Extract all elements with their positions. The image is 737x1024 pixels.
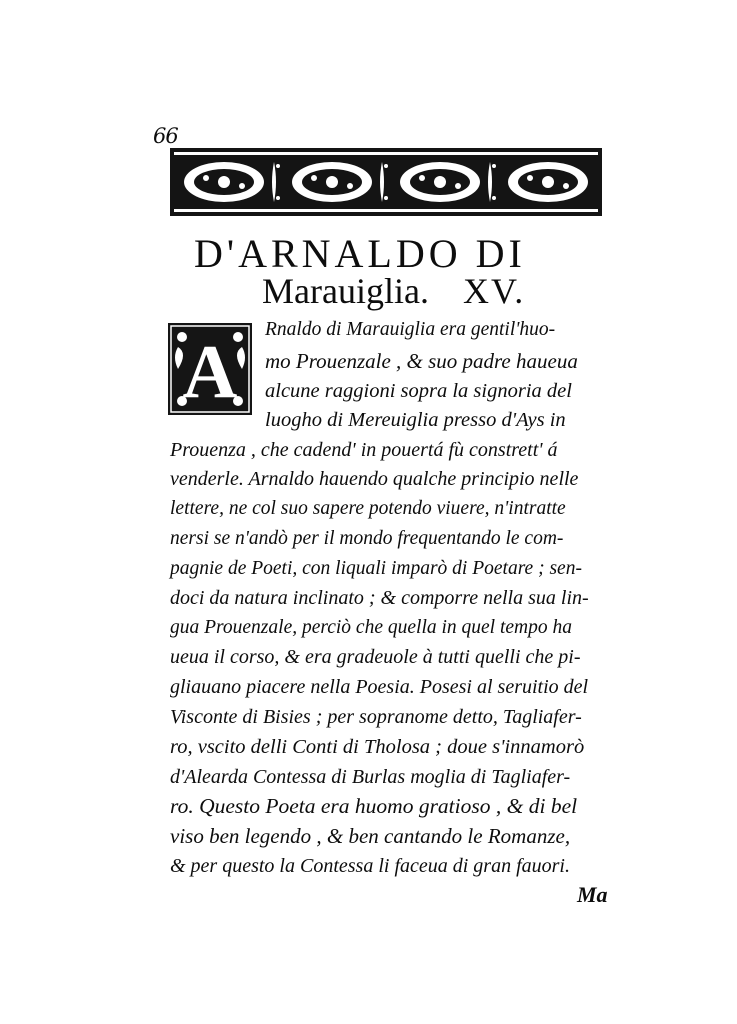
- text-line: doci da natura inclinato ; & comporre nella sua lin-: [170, 587, 589, 609]
- text-line: d'Alearda Contessa di Burlas moglia di Tagliafer-: [170, 766, 571, 788]
- text-line: Prouenza , che cadend' in pouertá fù constrett' á: [170, 439, 558, 461]
- text-line: ro, vscito delli Conti di Tholosa ; doue s'innamorò: [170, 736, 585, 758]
- text-line: venderle. Arnaldo hauendo qualche principio nelle: [170, 468, 579, 490]
- text-line: gua Prouenzale, perciò che quella in quel tempo ha: [170, 617, 573, 638]
- text-line: mo Prouenzale , & suo padre haueua: [265, 349, 578, 373]
- catchword: Ma: [577, 882, 608, 907]
- text-line: lettere, ne col suo sapere potendo viuere, n'intratte: [170, 498, 566, 519]
- text-line: & per questo la Contessa li faceua di gran fauori.: [170, 855, 570, 877]
- text-line: alcune raggioni sopra la signoria del: [265, 380, 572, 402]
- chapter-heading-line1: D'ARNALDO DI: [194, 231, 526, 276]
- text-line: gliauano piacere nella Poesia. Posesi al seruitio del: [170, 676, 589, 698]
- text-line: Rnaldo di Marauiglia era gentil'huo-: [265, 319, 556, 340]
- page-number: 66: [153, 124, 178, 148]
- text-line: ueua il corso, & era gradeuole à tutti quelli che pi-: [170, 646, 581, 668]
- initial-letter: A: [182, 330, 238, 414]
- text-line: ro. Questo Poeta era huomo gratioso , & di bel: [170, 794, 578, 818]
- text-line: pagnie de Poeti, con liquali imparò di Poetare ; sen-: [170, 558, 582, 579]
- chapter-number: XV.: [462, 271, 526, 311]
- decorative-headpiece: [170, 148, 602, 216]
- text-line: viso ben legendo , & ben cantando le Romanze,: [170, 824, 571, 848]
- chapter-heading-line2: [262, 270, 525, 312]
- heading-name: Marauiglia.: [262, 271, 429, 311]
- text-line: nersi se n'andò per il mondo frequentando le com-: [170, 528, 564, 549]
- decorated-initial: [168, 323, 252, 415]
- text-line: Visconte di Bisies ; per sopranome detto, Tagliafer-: [170, 706, 582, 728]
- text-line: luogho di Mereuiglia presso d'Ays in: [265, 409, 566, 431]
